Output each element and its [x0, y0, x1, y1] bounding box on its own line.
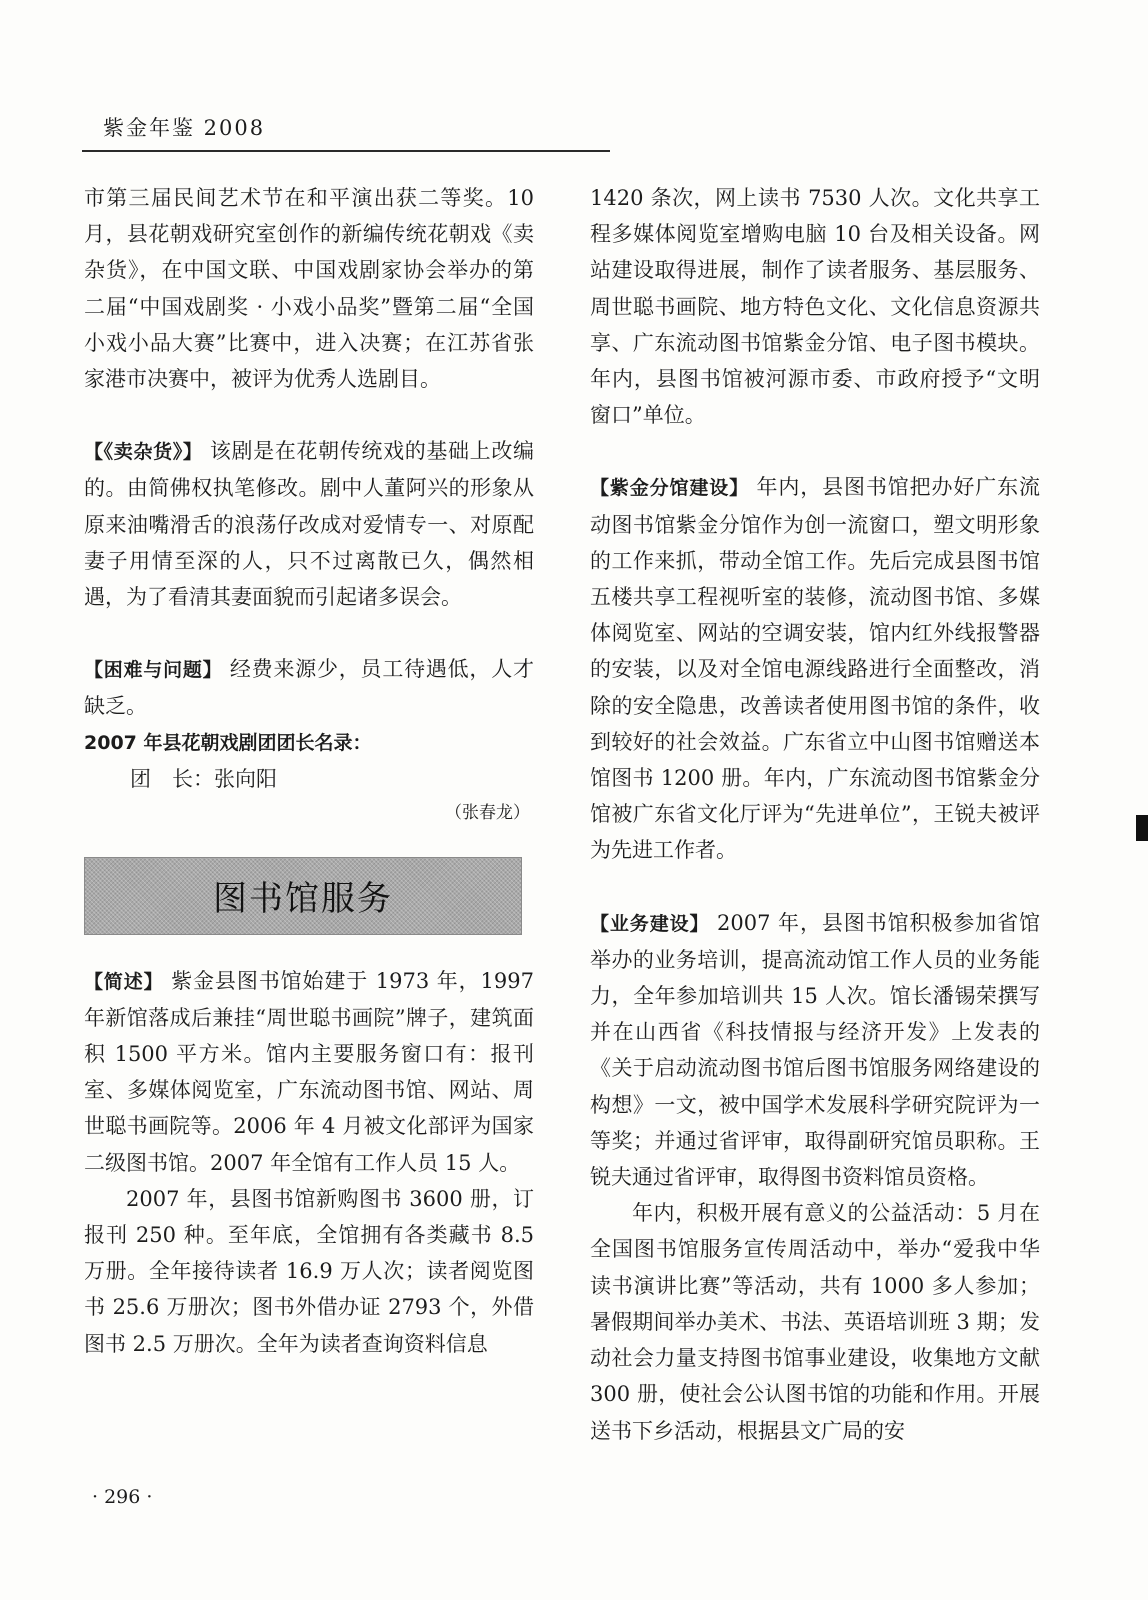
- paragraph-business-building: [590, 905, 1040, 1196]
- heading-difficulties: 【困难与问题】: [84, 659, 223, 682]
- paragraph-maizahuo: [84, 433, 534, 615]
- paragraph-library-continuation: 1420 条次，网上读书 7530 人次。文化共享工程多媒体阅览室增购电脑 10 台及相关设备。网站建设取得进展，制作了读者服务、基层服务、周世聪书画院、地方特色文化、文化信息资源共享、广东流动图书馆紫金分馆、电子图书模块。年内，县图书馆被河源市委、市政府授予“文明窗口”单位。: [590, 186, 1040, 428]
- left-column: [84, 180, 534, 1362]
- paragraph-statistics: 2007 年，县图书馆新购图书 3600 册，订报刊 250 种。至年底，全馆拥有各类藏书 8.5 万册。全年接待读者 16.9 万人次；读者阅览图书 25.6 万册次；图书外借办证 2793 个，外借图书 2.5 万册次。全年为读者查询资料信息: [84, 1186, 534, 1356]
- business-building-text: 2007 年，县图书馆积极参加省馆举办的业务培训，提高流动馆工作人员的业务能力，全年参加培训共 15 人次。馆长潘锡荣撰写并在山西省《科技情报与经济开发》上发表的《关于启动流动图书馆后图书馆服务网络建设的构想》一文，被中国学术发展科学研究院评为一等奖；并通过省评审，取得副研究馆员职称。王锐夫通过省评审，取得图书资料馆员资格。: [590, 910, 1040, 1190]
- overview-text: 紫金县图书馆始建于 1973 年，1997 年新馆落成后兼挂“周世聪书画院”牌子，建筑面积 1500 平方米。馆内主要服务窗口有：报刊室、多媒体阅览室，广东流动图书馆、网站、周世聪书画院等。2006 年 4 月被文化部评为国家二级图书馆。2007 年全馆有工作人员 15 人。: [84, 968, 534, 1175]
- heading-maizahuo: 【《卖杂货》】: [84, 441, 203, 464]
- heading-overview: 【简述】: [84, 970, 164, 993]
- heading-branch-building: 【紫金分馆建设】: [590, 477, 749, 500]
- section-title: 图书馆服务: [213, 879, 393, 920]
- heading-business-building: 【业务建设】: [590, 912, 710, 935]
- page-number: · 296 ·: [92, 1486, 153, 1508]
- running-title: 紫金年鉴 2008: [103, 116, 266, 140]
- roster-entry: 团 长：张向阳: [130, 766, 277, 791]
- paragraph-overview: [84, 963, 534, 1181]
- difficulties-text: 经费来源少，员工待遇低，人才缺乏。: [84, 657, 534, 719]
- paragraph-branch-building: [590, 469, 1040, 868]
- branch-building-text: 年内，县图书馆把办好广东流动图书馆紫金分馆作为创一流窗口，塑文明形象的工作来抓，带动全馆工作。先后完成县图书馆五楼共享工程视听室的装修，流动图书馆、多媒体阅览室、网站的空调安装，馆内红外线报警器的安装，以及对全馆电源线路进行全面整改，消除的安全隐患，改善读者使用图书馆的条件，收到较好的社会效益。广东省立中山图书馆赠送本馆图书 1200 册。年内，广东流动图书馆紫金分馆被广东省文化厅评为“先进单位”，王锐夫被评为先进工作者。: [590, 475, 1040, 863]
- roster-title: 2007 年县花朝戏剧团团长名录：: [84, 731, 372, 754]
- edge-thumb-mark: [1136, 815, 1148, 841]
- header-rule: [82, 150, 610, 152]
- right-column: [590, 180, 1040, 1449]
- paragraph-festival-award: 市第三届民间艺术节在和平演出获二等奖。10月，县花朝戏研究室创作的新编传统花朝戏《卖杂货》，在中国文联、中国戏剧家协会举办的第二届“中国戏剧奖 · 小戏小品奖”暨第二届“全国小戏小品大赛”比赛中，进入决赛；在江苏省张家港市决赛中，被评为优秀人选剧目。: [84, 186, 534, 392]
- author-credit: （张春龙）: [445, 802, 530, 823]
- section-banner: [84, 857, 522, 935]
- maizahuo-text: 该剧是在花朝传统戏的基础上改编的。由简佛权执笔修改。剧中人董阿兴的形象从原来油嘴滑舌的浪荡仔改成对爱情专一、对原配妻子用情至深的人，只不过离散已久，偶然相遇，为了看清其妻面貌而引起诸多误会。: [84, 439, 534, 610]
- paragraph-public-activities: 年内，积极开展有意义的公益活动：5 月在全国图书馆服务宣传周活动中，举办“爱我中华读书演讲比赛”等活动，共有 1000 多人参加；暑假期间举办美术、书法、英语培训班 3 期；发动社会力量支持图书馆事业建设，收集地方文献 300 册，使社会公认图书馆的功能和作用。开展送书下乡活动，根据县文广局的安: [590, 1201, 1040, 1443]
- paragraph-difficulties: [84, 651, 534, 724]
